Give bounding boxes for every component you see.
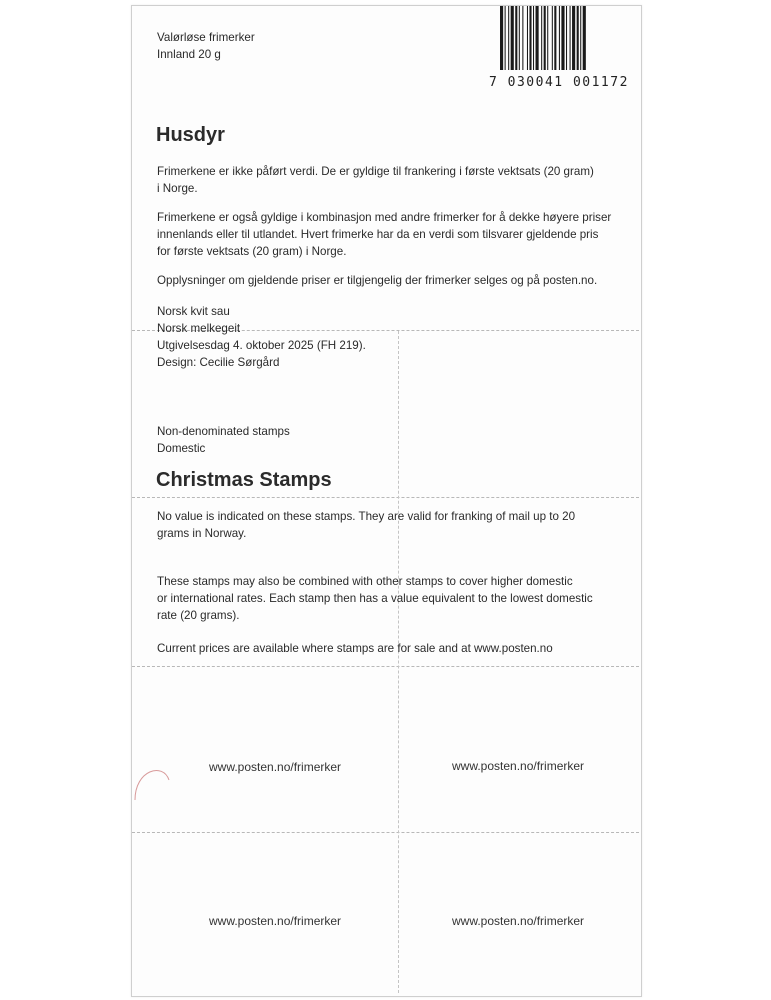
barcode-bar <box>541 6 542 70</box>
barcode-bar <box>572 6 575 70</box>
barcode-bar <box>583 6 586 70</box>
paragraph-line: Current prices are available where stamps are for sale and at www.posten.no <box>157 642 553 655</box>
detail-line: Utgivelsesdag 4. oktober 2025 (FH 219). <box>157 339 366 352</box>
barcode-bar <box>566 6 567 70</box>
paragraph-line: These stamps may also be combined with other stamps to cover higher domestic <box>157 575 573 588</box>
barcode-bar <box>547 6 548 70</box>
title-husdyr: Husdyr <box>156 124 225 146</box>
stamp-url: www.posten.no/frimerker <box>209 914 342 928</box>
barcode-bar <box>508 6 509 70</box>
barcode-bar <box>544 6 546 70</box>
barcode-bar <box>519 6 520 70</box>
detail-line: Design: Cecilie Sørgård <box>157 356 280 369</box>
perforation-line <box>398 331 399 993</box>
barcode-number: 7 030041 001172 <box>489 75 629 90</box>
barcode-bar <box>511 6 514 70</box>
barcode <box>499 6 633 76</box>
barcode-bar <box>529 6 531 70</box>
barcode-bar <box>533 6 534 70</box>
barcode-bar <box>552 6 553 70</box>
barcode-bar <box>536 6 539 70</box>
detail-line: Norsk melkegeit <box>157 322 241 335</box>
barcode-bar <box>559 6 560 70</box>
stamp-booklet-sheet <box>131 5 642 997</box>
paragraph-line: Frimerkene er også gyldige i kombinasjon med andre frimerker for å dekke høyere priser <box>157 211 612 224</box>
stamp-url: www.posten.no/frimerker <box>209 760 342 774</box>
subtitle-line: Domestic <box>157 442 206 455</box>
barcode-bar <box>570 6 571 70</box>
perforation-line <box>132 666 639 667</box>
header-line-1: Valørløse frimerker <box>157 31 255 44</box>
paragraph-line: No value is indicated on these stamps. They are valid for franking of mail up to 20 <box>157 510 576 523</box>
perforation-line <box>132 832 639 833</box>
paragraph-line: for første vektsats (20 gram) i Norge. <box>157 245 347 258</box>
detail-line: Norsk kvit sau <box>157 305 230 318</box>
thumb-notch-mark <box>133 762 173 802</box>
perforation-line <box>132 497 639 498</box>
barcode-bar <box>561 6 564 70</box>
barcode-bar <box>515 6 517 70</box>
paragraph-line: innenlands eller til utlandet. Hvert frimerke har da en verdi som tilsvarer gjeldende pris <box>157 228 599 241</box>
barcode-bar <box>577 6 579 70</box>
title-christmas-stamps: Christmas Stamps <box>156 469 332 491</box>
paragraph-line: grams in Norway. <box>157 527 247 540</box>
barcode-bar <box>527 6 528 70</box>
barcode-bar <box>500 6 503 70</box>
barcode-bar <box>580 6 581 70</box>
barcode-bar <box>522 6 523 70</box>
subtitle-line: Non-denominated stamps <box>157 425 290 438</box>
paragraph-line: or international rates. Each stamp then has a value equivalent to the lowest domestic <box>157 592 593 605</box>
paragraph-line: rate (20 grams). <box>157 609 240 622</box>
paragraph-line: i Norge. <box>157 182 198 195</box>
stamp-url: www.posten.no/frimerker <box>452 914 585 928</box>
header-line-2: Innland 20 g <box>157 48 221 61</box>
stamp-url: www.posten.no/frimerker <box>452 759 585 773</box>
paragraph-line: Opplysninger om gjeldende priser er tilgjengelig der frimerker selges og på posten.no. <box>157 274 598 287</box>
barcode-bar <box>505 6 506 70</box>
barcode-bar <box>554 6 556 70</box>
paragraph-line: Frimerkene er ikke påført verdi. De er gyldige til frankering i første vektsats (20 gram) <box>157 165 594 178</box>
